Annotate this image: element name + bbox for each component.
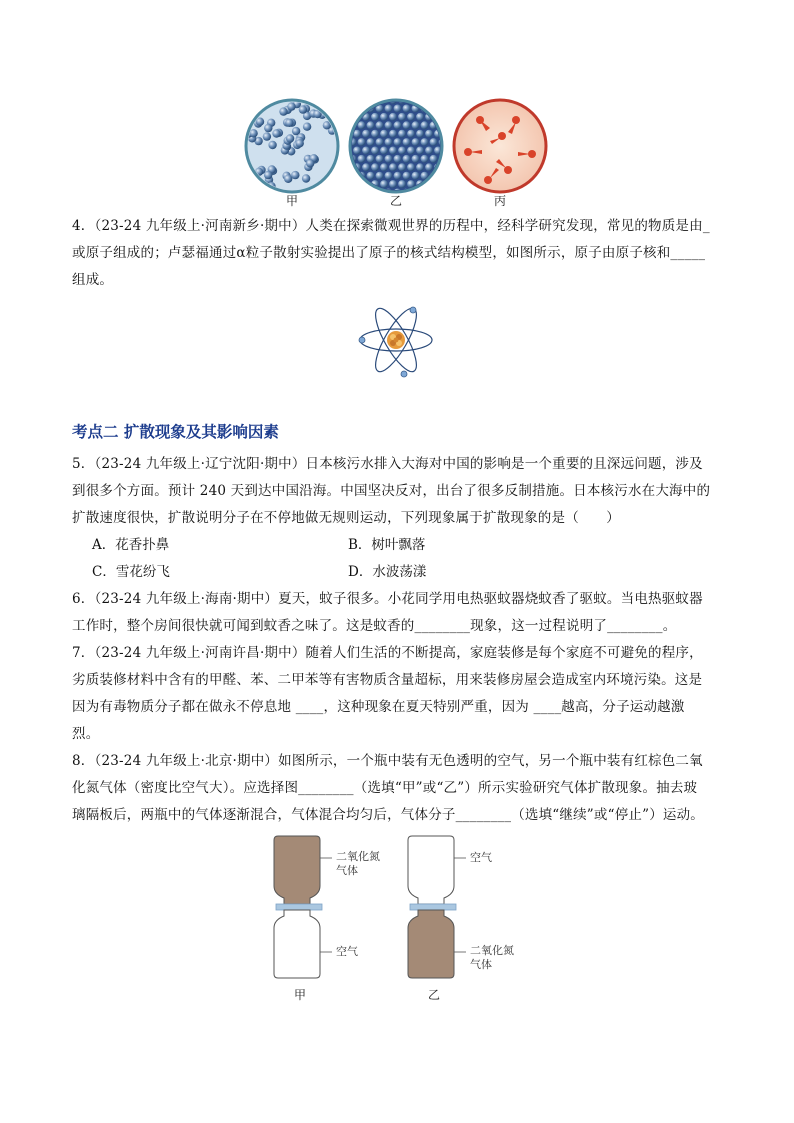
yi-bottom-label-line2: 气体 [470, 958, 492, 971]
atom-model-icon [356, 300, 436, 380]
lattice-dot [421, 189, 429, 197]
molecule-dot [268, 141, 276, 149]
yi-caption: 乙 [428, 988, 441, 1002]
lattice-dot [448, 121, 456, 129]
lattice-dot [389, 130, 397, 138]
lattice-dot [407, 130, 415, 138]
lattice-dot [403, 105, 411, 113]
q7-line-4: 烈。 [72, 726, 100, 742]
lattice-dot [430, 155, 438, 163]
caption-yi: 乙 [390, 194, 403, 208]
lattice-dot [344, 163, 352, 171]
lattice-dot [425, 147, 433, 155]
lattice-dot [439, 172, 447, 180]
lattice-dot [425, 130, 433, 138]
lattice-dot [394, 121, 402, 129]
molecule-dot [279, 107, 287, 115]
molecule-dot [252, 185, 260, 193]
yi-bottom-label [470, 944, 514, 972]
lattice-dot [412, 121, 420, 129]
lattice-dot [344, 96, 352, 104]
molecule-dot [302, 174, 310, 182]
lattice-dot [371, 163, 379, 171]
lattice-dot [421, 155, 429, 163]
lattice-dot [358, 189, 366, 197]
lattice-dot [394, 172, 402, 180]
molecule-dot [264, 124, 272, 132]
molecule-dot [284, 175, 292, 183]
caption-bing: 丙 [494, 194, 507, 208]
lattice-dot [380, 130, 388, 138]
bottle-figure [270, 832, 540, 1002]
molecule-dot [259, 185, 267, 193]
bottle-set-jia [274, 836, 332, 978]
q5-line-2: 到很多个方面。预计 240 天到达中国沿海。中国坚决反对，出台了很多反制措施。日本核污水在大海中的 [72, 483, 711, 499]
lattice-dot [380, 163, 388, 171]
molecule-dot [272, 129, 280, 137]
jia-caption: 甲 [294, 988, 307, 1002]
lattice-dot [439, 189, 447, 197]
diffusion-bottles-diagram [270, 832, 540, 1002]
lattice-dot [443, 113, 451, 121]
question-8 [72, 748, 732, 829]
molecule-dot [291, 171, 299, 179]
jia-top-label-line1: 二氧化氮 [336, 850, 380, 863]
lattice-dot [416, 96, 424, 104]
lattice-dot [398, 113, 406, 121]
yi-top-label: 空气 [470, 851, 492, 864]
q5-option-d[interactable]: D．水波荡漾 [348, 564, 427, 580]
lattice-dot [394, 105, 402, 113]
q8-line-3: 璃隔板后，两瓶中的气体逐渐混合，气体混合均匀后，气体分子________（选填“继续”或“停止”）运动。 [72, 807, 705, 823]
lattice-dot [367, 121, 375, 129]
lattice-dot [398, 130, 406, 138]
top-figure [244, 94, 554, 214]
atom-figure [356, 300, 436, 380]
q5-line-1: 5．（23-24 九年级上·辽宁沈阳·期中）日本核污水排入大海对中国的影响是一个重要的且深远问题，涉及 [72, 456, 703, 472]
q6-line-1: 6．（23-24 九年级上·海南·期中）夏天，蚊子很多。小花同学用电热驱蚊器烧蚊香了驱蚊。当电热驱蚊器 [72, 591, 703, 607]
molecule-dot [264, 171, 272, 179]
question-4 [72, 213, 732, 294]
molecule-dot [303, 123, 311, 131]
molecule-dot [251, 179, 259, 187]
lattice-dot [443, 130, 451, 138]
lattice-dot [403, 138, 411, 146]
q7-line-1: 7．（23-24 九年级上·河南许昌·期中）随着人们生活的不断提高，家庭装修是每个家庭不可避免的程序， [72, 645, 703, 661]
lattice-dot [376, 155, 384, 163]
lattice-dot [353, 96, 361, 104]
q4-line-3: 组成。 [72, 272, 114, 288]
jia-top-label-line2: 气体 [336, 864, 358, 877]
lattice-dot [407, 113, 415, 121]
lattice-dot [412, 155, 420, 163]
lattice-dot [448, 172, 456, 180]
lattice-dot [443, 180, 451, 188]
jia-top-label [336, 850, 380, 878]
molecule-dot [285, 119, 293, 127]
lattice-dot [376, 138, 384, 146]
lattice-dot [389, 163, 397, 171]
lattice-dot [376, 121, 384, 129]
lattice-dot [398, 163, 406, 171]
molecule-dot [319, 183, 327, 191]
q5-option-c[interactable]: C．雪花纷飞 [92, 564, 170, 580]
molecule-dot [246, 111, 254, 119]
question-6 [72, 586, 732, 640]
q6-line-2: 工作时，整个房间很快就可闻到蚊香之味了。这是蚊香的________现象，这一过程说明了________。 [72, 618, 677, 634]
lattice-dot [367, 138, 375, 146]
lattice-dot [403, 121, 411, 129]
q5-option-b[interactable]: B．树叶飘落 [348, 537, 426, 553]
lattice-dot [385, 105, 393, 113]
lattice-dot [448, 105, 456, 113]
lattice-dot [371, 113, 379, 121]
q8-line-2: 化氮气体（密度比空气大）。应选择图________（选填“甲”或“乙”）所示实验研究气体扩散现象。抽去玻 [72, 780, 698, 796]
lattice-dot [389, 113, 397, 121]
lattice-dot [358, 138, 366, 146]
molecule-dot [296, 139, 304, 147]
jia-bottom-label: 空气 [336, 945, 358, 958]
lattice-dot [362, 96, 370, 104]
lattice-dot [358, 155, 366, 163]
lattice-dot [403, 155, 411, 163]
lattice-dot [371, 130, 379, 138]
lattice-dot [371, 147, 379, 155]
molecule-dot [306, 159, 314, 167]
lattice-dot [367, 172, 375, 180]
lattice-dot [425, 96, 433, 104]
lattice-dot [412, 172, 420, 180]
molecule-dot [326, 183, 334, 191]
lattice-dot [362, 130, 370, 138]
question-5 [72, 451, 732, 532]
lattice-dot [394, 138, 402, 146]
lattice-dot [389, 147, 397, 155]
lattice-dot [403, 172, 411, 180]
lattice-dot [434, 96, 442, 104]
q4-line-1: 4．（23-24 九年级上·河南新乡·期中）人类在探索微观世界的历程中，经科学研究发现，常见的物质是由_ [72, 218, 710, 234]
lattice-dot [443, 96, 451, 104]
lattice-dot [362, 163, 370, 171]
lattice-dot [389, 180, 397, 188]
lattice-dot [430, 105, 438, 113]
lattice-dot [439, 105, 447, 113]
yi-bottom-label-line1: 二氧化氮 [470, 944, 514, 957]
lattice-dot [367, 155, 375, 163]
lattice-dot [416, 163, 424, 171]
molecule-dot [287, 102, 295, 110]
lattice-dot [398, 180, 406, 188]
q5-line-3: 扩散速度很快，扩散说明分子在不停地做无规则运动，下列现象属于扩散现象的是（ ） [72, 510, 620, 526]
lattice-dot [407, 163, 415, 171]
molecule-dot [263, 132, 271, 140]
lattice-dot [434, 180, 442, 188]
caption-jia: 甲 [286, 194, 299, 208]
lattice-dot [349, 189, 357, 197]
lattice-dot [385, 138, 393, 146]
lattice-dot [394, 155, 402, 163]
lattice-dot [353, 180, 361, 188]
lattice-dot [425, 163, 433, 171]
lattice-dot [362, 147, 370, 155]
circle-bing [454, 100, 546, 192]
q7-line-3: 因为有毒物质分子都在做永不停息地 ____，这种现象在夏天特别严重，因为 ____越高，分子运动越激 [72, 699, 685, 715]
lattice-dot [448, 189, 456, 197]
lattice-dot [385, 172, 393, 180]
lattice-dot [385, 121, 393, 129]
bottle-set-yi [408, 836, 466, 978]
q5-option-a[interactable]: A．花香扑鼻 [92, 537, 170, 553]
lattice-dot [443, 147, 451, 155]
lattice-dot [353, 147, 361, 155]
lattice-dot [443, 163, 451, 171]
lattice-dot [430, 189, 438, 197]
molecule-dot [251, 100, 259, 108]
lattice-dot [380, 147, 388, 155]
lattice-dot [376, 172, 384, 180]
lattice-dot [416, 147, 424, 155]
molecule-dot [299, 105, 307, 113]
lattice-dot [380, 113, 388, 121]
lattice-dot [385, 155, 393, 163]
question-7 [72, 640, 732, 748]
lattice-dot [349, 105, 357, 113]
section-heading: 考点二 扩散现象及其影响因素 [72, 423, 279, 441]
q7-line-2: 劣质装修材料中含有的甲醛、苯、二甲苯等有害物质含量超标，用来装修房屋会造成室内环境污染。这是 [72, 672, 703, 688]
lattice-dot [416, 113, 424, 121]
lattice-dot [421, 138, 429, 146]
lattice-dot [367, 189, 375, 197]
lattice-dot [344, 180, 352, 188]
lattice-dot [421, 121, 429, 129]
lattice-dot [349, 172, 357, 180]
lattice-dot [430, 138, 438, 146]
q4-line-2: 或原子组成的；卢瑟福通过α粒子散射实验提出了原子的核式结构模型，如图所示，原子由原子核和_____ [72, 245, 706, 261]
lattice-dot [412, 138, 420, 146]
q8-line-1: 8．（23-24 九年级上·北京·期中）如图所示，一个瓶中装有无色透明的空气，另一个瓶中装有红棕色二氧 [72, 753, 703, 769]
lattice-dot [380, 180, 388, 188]
molecule-dot [258, 98, 266, 106]
molecule-dot [286, 134, 294, 142]
lattice-dot [398, 147, 406, 155]
lattice-dot [416, 130, 424, 138]
lattice-dot [407, 147, 415, 155]
lattice-dot [344, 113, 352, 121]
